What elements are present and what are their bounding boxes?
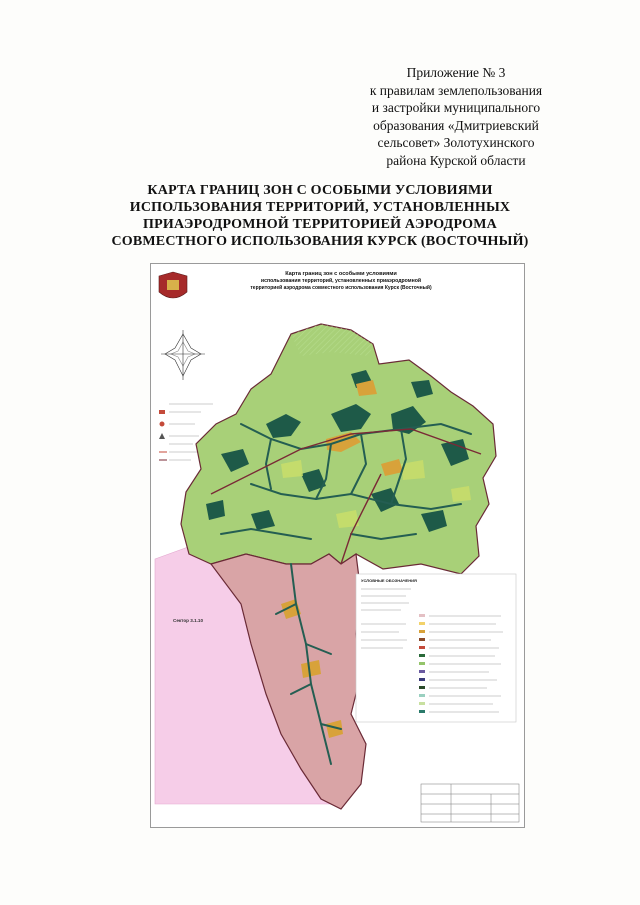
appendix-note	[346, 64, 566, 169]
appendix-line: образования «Дмитриевский	[373, 117, 539, 133]
title-block	[421, 784, 519, 822]
document-title-line: КАРТА ГРАНИЦ ЗОН С ОСОБЫМИ УСЛОВИЯМИ	[147, 183, 493, 198]
document-title-line: СОВМЕСТНОГО ИСПОЛЬЗОВАНИЯ КУРСК (ВОСТОЧНЫЙ)	[111, 234, 529, 249]
sector-label: Сектор 3.1.10	[173, 618, 204, 623]
document-title-line: ПРИАЭРОДРОМНОЙ ТЕРРИТОРИЕЙ АЭРОДРОМА	[143, 217, 497, 232]
document-title	[60, 182, 580, 250]
legend-title: УСЛОВНЫЕ ОБОЗНАЧЕНИЯ	[361, 578, 417, 583]
appendix-line: и застройки муниципального	[371, 100, 541, 115]
map-title-line: использования территорий, установленных приаэродромной	[260, 278, 422, 284]
appendix-line: к правилам землепользования	[369, 82, 543, 98]
neighbor-district-hatch	[291, 324, 373, 356]
map-canvas	[151, 264, 524, 827]
document-title-line: ИСПОЛЬЗОВАНИЯ ТЕРРИТОРИЙ, УСТАНОВЛЕННЫХ	[129, 200, 511, 215]
appendix-line: Приложение № 3	[406, 65, 506, 80]
wind-rose	[161, 330, 205, 380]
map-sheet	[150, 263, 525, 828]
coat-of-arms	[159, 272, 187, 298]
map-title-line: территорией аэродрома совместного использования Курск (Восточный)	[250, 285, 432, 291]
appendix-line: сельсовет» Золотухинского	[377, 135, 535, 150]
map-title-line: Карта границ зон с особыми условиями	[285, 271, 397, 277]
appendix-line: района Курской области	[386, 152, 526, 168]
